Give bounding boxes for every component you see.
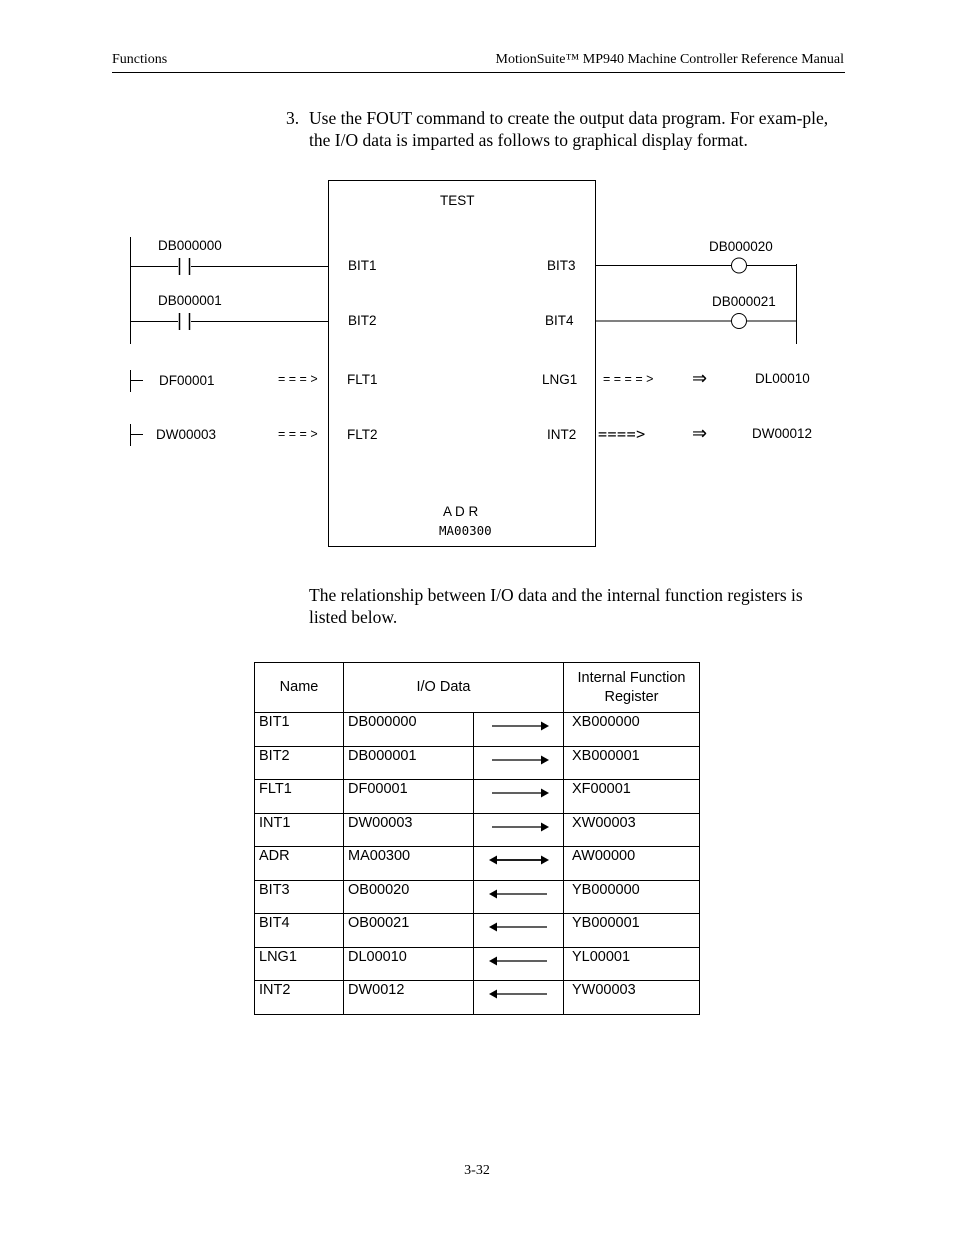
direction-arrow-icon bbox=[489, 853, 549, 871]
output-register-bit4: DB000021 bbox=[712, 294, 776, 309]
row-io-data: DB000000 bbox=[344, 713, 474, 747]
row-name: INT1 bbox=[255, 813, 344, 847]
row-name: INT2 bbox=[255, 981, 344, 1015]
row-direction bbox=[474, 847, 564, 881]
arrow-both-icon bbox=[489, 853, 549, 867]
row-internal-register: YB000000 bbox=[564, 880, 700, 914]
input-register-flt2: DW00003 bbox=[156, 427, 217, 442]
row-name: LNG1 bbox=[255, 947, 344, 981]
arrow-left-icon bbox=[489, 887, 549, 901]
input-pin-bit1: BIT1 bbox=[348, 258, 377, 273]
output-pin-lng1: LNG1 bbox=[542, 372, 578, 387]
direction-arrow-icon bbox=[489, 786, 549, 804]
table-row bbox=[255, 914, 700, 948]
row-io-data: DF00001 bbox=[344, 780, 474, 814]
arrow-right-icon bbox=[489, 753, 549, 767]
address-label: A D R bbox=[443, 504, 479, 519]
row-name: BIT4 bbox=[255, 914, 344, 948]
output-symbol-lng1: ⇒ bbox=[692, 368, 708, 389]
direction-arrow-icon bbox=[489, 887, 549, 905]
table-header-row bbox=[255, 663, 700, 713]
row-internal-register: AW00000 bbox=[564, 847, 700, 881]
row-direction bbox=[474, 780, 564, 814]
table-row bbox=[255, 780, 700, 814]
header-internal-register: Internal Function Register bbox=[564, 663, 700, 713]
row-internal-register: XB000000 bbox=[564, 713, 700, 747]
row-direction bbox=[474, 813, 564, 847]
row-io-data: DW0012 bbox=[344, 981, 474, 1015]
input-register-bit1: DB000000 bbox=[158, 238, 222, 253]
arrow-left-icon bbox=[489, 987, 549, 1001]
step-number: 3. bbox=[286, 108, 300, 128]
address-register: MA00300 bbox=[439, 523, 492, 538]
row-io-data: OB00021 bbox=[344, 914, 474, 948]
output-register-int2: DW00012 bbox=[752, 426, 813, 441]
row-direction bbox=[474, 914, 564, 948]
direction-arrow-icon bbox=[489, 820, 549, 838]
function-diagram bbox=[0, 0, 954, 560]
table-row bbox=[255, 947, 700, 981]
row-direction bbox=[474, 746, 564, 780]
table-row bbox=[255, 813, 700, 847]
page-number: 3-32 bbox=[464, 1163, 490, 1178]
row-direction bbox=[474, 947, 564, 981]
direction-arrow-icon bbox=[489, 719, 549, 737]
table-row bbox=[255, 847, 700, 881]
row-name: FLT1 bbox=[255, 780, 344, 814]
row-name: ADR bbox=[255, 847, 344, 881]
output-register-bit3: DB000020 bbox=[709, 239, 773, 254]
table-row bbox=[255, 981, 700, 1015]
coil-bit4 bbox=[732, 314, 747, 329]
row-internal-register: YL00001 bbox=[564, 947, 700, 981]
function-block bbox=[329, 181, 596, 547]
table-row bbox=[255, 746, 700, 780]
output-pin-bit4: BIT4 bbox=[545, 313, 574, 328]
row-direction bbox=[474, 981, 564, 1015]
input-pin-bit2: BIT2 bbox=[348, 313, 377, 328]
row-direction bbox=[474, 713, 564, 747]
input-pin-flt2: FLT2 bbox=[347, 427, 378, 442]
row-internal-register: XW00003 bbox=[564, 813, 700, 847]
arrow-right-icon bbox=[489, 820, 549, 834]
direction-arrow-icon bbox=[489, 753, 549, 771]
input-pin-flt1: FLT1 bbox=[347, 372, 378, 387]
output-arrow-int2: ====> bbox=[598, 425, 646, 443]
row-io-data: DW00003 bbox=[344, 813, 474, 847]
row-internal-register: YW00003 bbox=[564, 981, 700, 1015]
register-table bbox=[254, 662, 700, 1015]
input-arrow-flt1: = = = > bbox=[278, 372, 318, 386]
coil-bit3 bbox=[732, 258, 747, 273]
header-section: Functions bbox=[112, 52, 168, 67]
function-name: TEST bbox=[440, 193, 475, 208]
header-name: Name bbox=[255, 663, 344, 713]
table-row bbox=[255, 880, 700, 914]
arrow-left-icon bbox=[489, 954, 549, 968]
direction-arrow-icon bbox=[489, 954, 549, 972]
register-table-body bbox=[255, 713, 700, 1015]
arrow-left-icon bbox=[489, 920, 549, 934]
relationship-paragraph: The relationship between I/O data and the internal function registers is listed below. bbox=[309, 585, 803, 627]
input-arrow-flt2: = = = > bbox=[278, 427, 318, 441]
row-internal-register: XB000001 bbox=[564, 746, 700, 780]
row-io-data: DL00010 bbox=[344, 947, 474, 981]
row-direction bbox=[474, 880, 564, 914]
row-internal-register: YB000001 bbox=[564, 914, 700, 948]
input-register-flt1: DF00001 bbox=[159, 373, 215, 388]
direction-arrow-icon bbox=[489, 987, 549, 1005]
output-pin-bit3: BIT3 bbox=[547, 258, 576, 273]
input-register-bit2: DB000001 bbox=[158, 293, 222, 308]
row-io-data: DB000001 bbox=[344, 746, 474, 780]
step-text: Use the FOUT command to create the output data program. For exam-ple, the I/O data is imparted as follows to graphical display format. bbox=[309, 108, 829, 150]
diagram-lines bbox=[0, 0, 954, 560]
output-arrow-lng1: = = = = > bbox=[603, 372, 654, 386]
row-name: BIT2 bbox=[255, 746, 344, 780]
arrow-right-icon bbox=[489, 786, 549, 800]
direction-arrow-icon bbox=[489, 920, 549, 938]
arrow-right-icon bbox=[489, 719, 549, 733]
header-manual-title: MotionSuite™ MP940 Machine Controller Reference Manual bbox=[495, 52, 844, 67]
table-row bbox=[255, 713, 700, 747]
output-pin-int2: INT2 bbox=[547, 427, 577, 442]
output-register-lng1: DL00010 bbox=[755, 371, 810, 386]
row-name: BIT3 bbox=[255, 880, 344, 914]
row-name: BIT1 bbox=[255, 713, 344, 747]
header-io-data: I/O Data bbox=[344, 663, 564, 713]
row-io-data: OB00020 bbox=[344, 880, 474, 914]
row-internal-register: XF00001 bbox=[564, 780, 700, 814]
output-symbol-int2: ⇒ bbox=[692, 423, 708, 444]
row-io-data: MA00300 bbox=[344, 847, 474, 881]
